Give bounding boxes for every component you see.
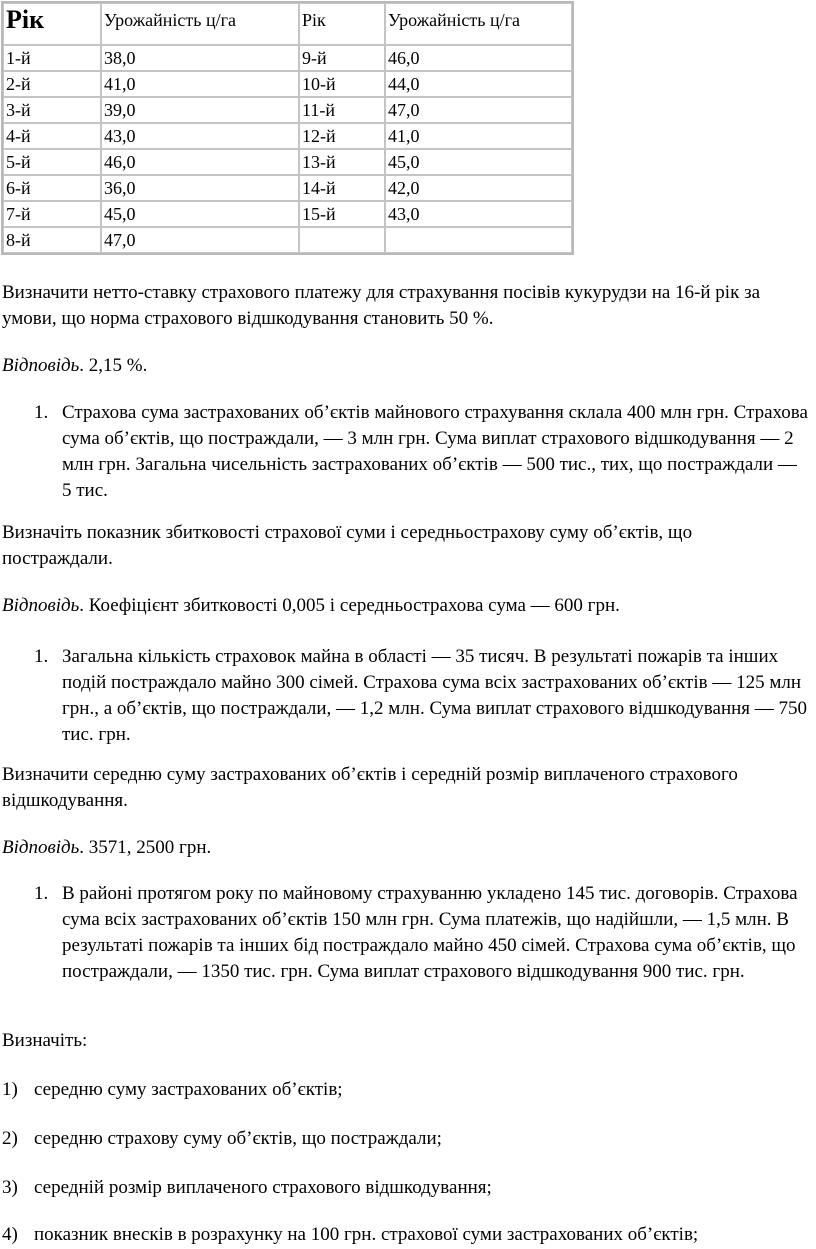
list-text: показник внесків в розрахунку на 100 грн. страхової суми застрахованих об’єктів; — [34, 1224, 699, 1245]
list-number: 1. — [34, 883, 49, 904]
table-cell: 47,0 — [385, 97, 572, 123]
table-cell: 46,0 — [385, 45, 572, 71]
table-cell: 41,0 — [101, 71, 299, 97]
task3-answer — [2, 835, 802, 861]
table-cell: 5-й — [3, 149, 101, 175]
table-row — [3, 71, 572, 97]
table-cell: 15-й — [299, 201, 385, 227]
table-cell: 1-й — [3, 45, 101, 71]
table-cell: 13-й — [299, 149, 385, 175]
answer-value: . Коефіцієнт збитковості 0,005 і середньострахова сума — 600 грн. — [79, 595, 620, 616]
header-year-2: Рік — [299, 3, 385, 45]
list-text: середній розмір виплаченого страхового відшкодування; — [34, 1177, 492, 1198]
task2-answer — [2, 593, 802, 619]
table-cell: 12-й — [299, 123, 385, 149]
table-cell: 2-й — [3, 71, 101, 97]
list-number: 2) — [2, 1128, 18, 1149]
table-cell: 11-й — [299, 97, 385, 123]
table-cell — [299, 227, 385, 253]
list-number: 1. — [34, 402, 49, 423]
table-row — [3, 123, 572, 149]
yield-table — [1, 1, 574, 255]
table-cell: 7-й — [3, 201, 101, 227]
task2-question: Визначіть показник збитковості страхової суми і середньострахову суму об’єктів, що постраждали. — [2, 522, 693, 569]
table-cell: 9-й — [299, 45, 385, 71]
header-yield-1: Урожайність ц/га — [101, 3, 299, 45]
table-cell: 39,0 — [101, 97, 299, 123]
table-row — [3, 201, 572, 227]
table-cell: 4-й — [3, 123, 101, 149]
table-cell: 3-й — [3, 97, 101, 123]
table-cell: 41,0 — [385, 123, 572, 149]
table-cell: 43,0 — [385, 201, 572, 227]
table-cell: 6-й — [3, 175, 101, 201]
header-yield-2: Урожайність ц/га — [385, 3, 572, 45]
table-row — [3, 149, 572, 175]
table-cell: 46,0 — [101, 149, 299, 175]
task1-answer — [2, 353, 802, 379]
table-cell: 47,0 — [101, 227, 299, 253]
answer-label: Відповідь — [2, 355, 80, 376]
table-row — [3, 97, 572, 123]
table-cell: 36,0 — [101, 175, 299, 201]
answer-value: . 2,15 %. — [79, 355, 148, 376]
task4-determine: Визначіть: — [2, 1030, 88, 1051]
task2-body: Страхова сума застрахованих об’єктів майнового страхування склала 400 млн грн. Страхова сума об’єктів, що постраждали, — 3 млн грн. Сума виплат страхового відшкодування — 2 млн грн. Загальна чисельність застрахованих об’єктів — 500 тис., тих, що постраждали — 5 тис. — [62, 402, 808, 501]
list-text: середню страхову суму об’єктів, що постраждали; — [34, 1128, 442, 1149]
table-row — [3, 175, 572, 201]
table-cell: 38,0 — [101, 45, 299, 71]
list-number: 3) — [2, 1177, 18, 1198]
table-cell: 42,0 — [385, 175, 572, 201]
list-number: 1. — [34, 646, 49, 667]
task1-question: Визначити нетто-ставку страхового платежу для страхування посівів кукурудзи на 16-й рік за умови, що норма страхового відшкодування становить 50 %. — [2, 282, 761, 329]
table-cell: 8-й — [3, 227, 101, 253]
table-cell: 43,0 — [101, 123, 299, 149]
table-cell: 10-й — [299, 71, 385, 97]
table-cell: 44,0 — [385, 71, 572, 97]
table-header-row — [3, 3, 572, 45]
table-cell — [385, 227, 572, 253]
task3-question: Визначити середню суму застрахованих об’єктів і середній розмір виплаченого страхового відшкодування. — [2, 764, 738, 811]
list-number: 4) — [2, 1224, 18, 1245]
task3-body: Загальна кількість страховок майна в області — 35 тисяч. В результаті пожарів та інших подій постраждало майно 300 сімей. Страхова сума всіх застрахованих об’єктів — 125 млн грн., а об’єктів, що постраждали, — 1,2 млн. Сума виплат страхового відшкодування — 750 тис. грн. — [62, 646, 808, 745]
task4-body: В районі протягом року по майновому страхуванню укладено 145 тис. договорів. Страхова сума всіх застрахованих об’єктів 150 млн грн. Сума платежів, що надійшли, — 1,5 млн. В результаті пожарів та інших бід постраждало майно 450 сімей. Страхова сума об’єктів, що постраждали, — 1350 тис. грн. Сума виплат страхового відшкодування 900 тис. грн. — [62, 883, 798, 982]
table-row — [3, 45, 572, 71]
table-cell: 14-й — [299, 175, 385, 201]
list-number: 1) — [2, 1079, 18, 1100]
answer-label: Відповідь — [2, 837, 80, 858]
table-cell: 45,0 — [385, 149, 572, 175]
answer-value: . 3571, 2500 грн. — [79, 837, 212, 858]
table-row — [3, 227, 572, 253]
answer-label: Відповідь — [2, 595, 80, 616]
list-text: середню суму застрахованих об’єктів; — [34, 1079, 343, 1100]
table-cell: 45,0 — [101, 201, 299, 227]
header-year-1: Рік — [3, 3, 101, 45]
